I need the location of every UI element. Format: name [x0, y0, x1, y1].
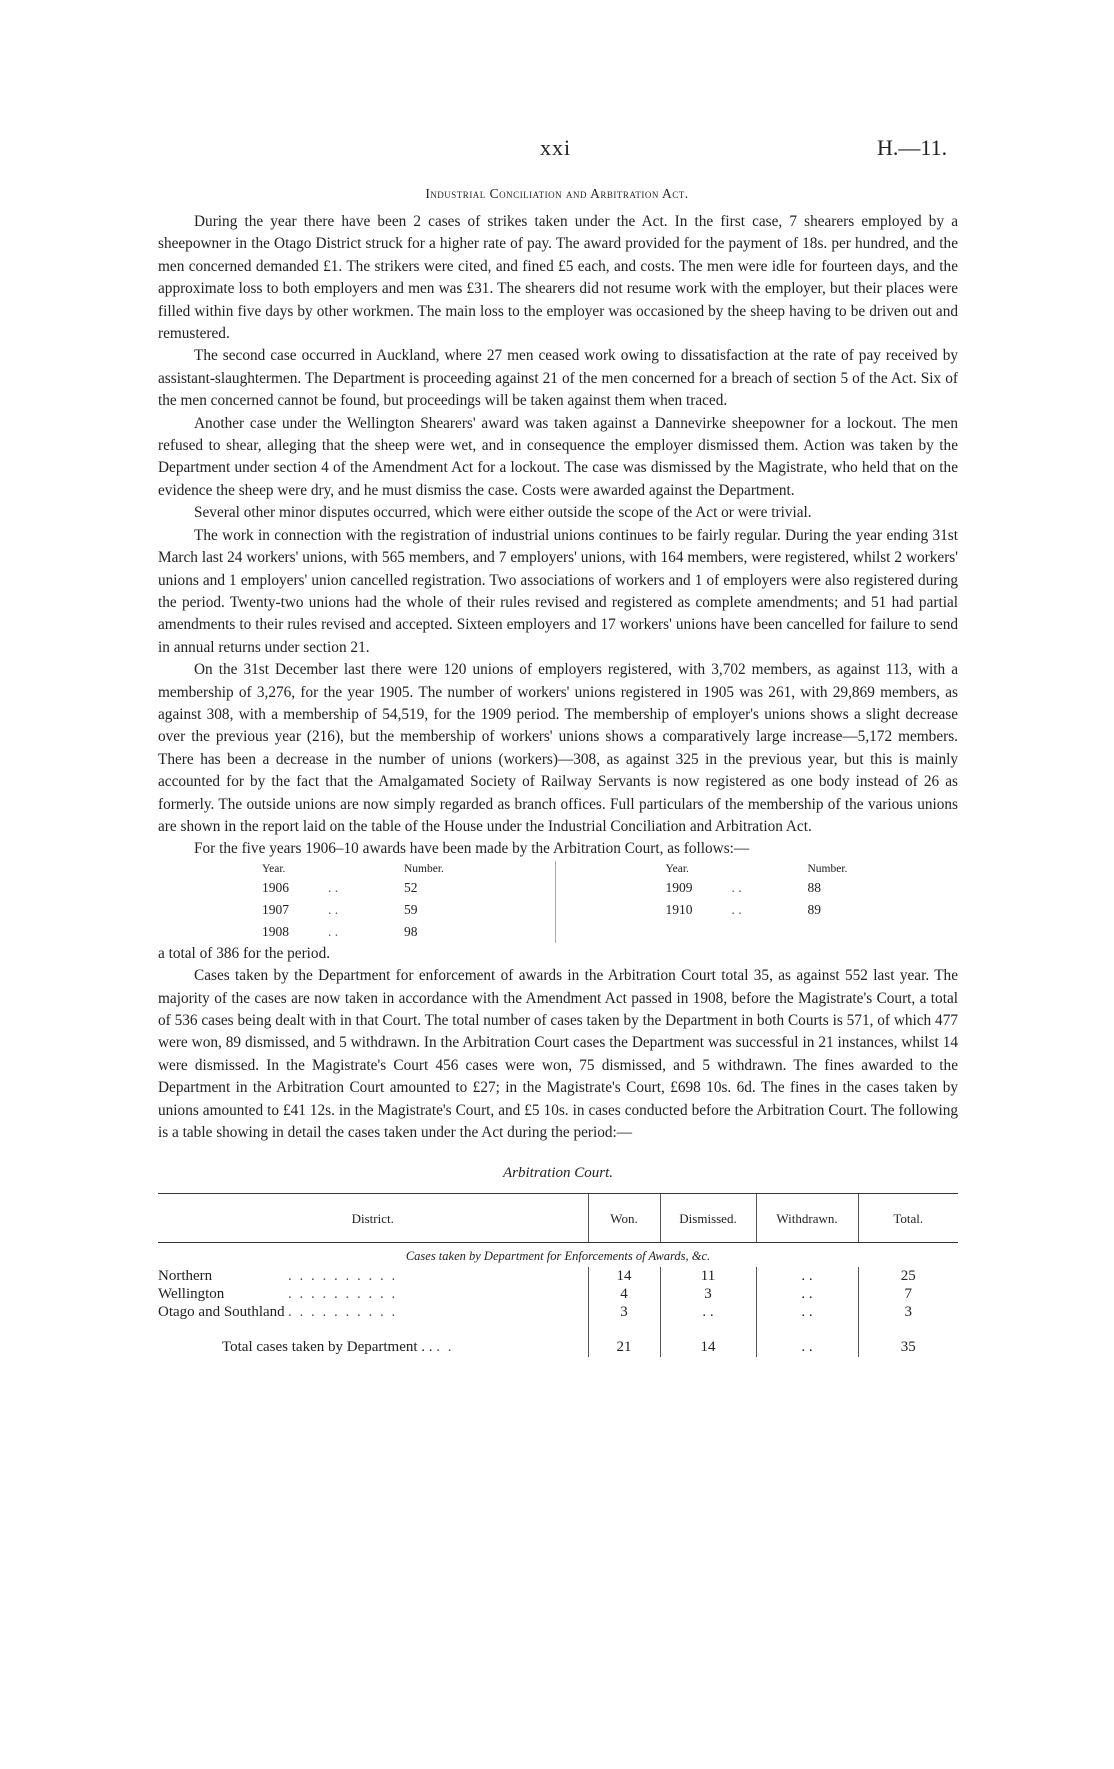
column-header-withdrawn: Withdrawn.	[756, 1193, 858, 1242]
awards-number-header: Number.	[404, 862, 444, 875]
paragraph-minor-disputes: Several other minor disputes occurred, which were either outside the scope of the Act or were trivial.	[194, 504, 812, 522]
paragraph-lockout-case: Another case under the Wellington Shearers' award was taken against a Dannevirke sheepowner for a lockout. The men refused to shear, alleging that the sheep were wet, and in consequence the employer dismissed them. Action was taken by the Department under section 4 of the Amendment Act for a lockout. The case was dismissed by the Magistrate, who held that on the evidence the sheep were dry, and he must dismiss the case. Costs were awarded against the Department.	[158, 414, 958, 499]
section-title: Industrial Conciliation and Arbitration Act.	[425, 186, 689, 201]
awards-row	[262, 877, 555, 899]
leader-dots: . . . . . . . . . .	[288, 1286, 398, 1303]
leader-dots: . .	[731, 901, 742, 917]
paragraph-strikes: During the year there have been 2 cases of strikes taken under the Act. In the first case, 7 shearers employed by a sheepowner in the Otago District struck for a higher rate of pay. The award provided for the payment of 18s. per hundred, and the men concerned demanded £1. The strikers were cited, and fined £5 each, and costs. The men were idle for fourteen days, and the approximate loss to both employers and men was £31. The shearers did not resume work with the employer, but their places were filled within five days by other workmen. The main loss to the employer was occasioned by the sheep having to be driven out and remustered.	[158, 213, 958, 343]
leader-dots: . . . . . . . . . .	[288, 1304, 398, 1321]
total-dismissed-cell: 14	[660, 1321, 756, 1357]
district-name: Northern	[158, 1268, 213, 1285]
awards-header	[666, 861, 959, 877]
table-row	[158, 1285, 958, 1303]
awards-row	[262, 899, 555, 921]
page-number: xxi	[540, 135, 572, 160]
total-won-cell: 21	[588, 1321, 660, 1357]
dismissed-cell: 3	[660, 1285, 756, 1303]
total-label-cell	[158, 1321, 588, 1357]
dismissed-cell: 11	[660, 1267, 756, 1285]
award-year: 1907	[262, 901, 289, 917]
district-cell	[158, 1267, 588, 1285]
award-year: 1909	[665, 879, 693, 895]
table-subheading-row	[158, 1243, 958, 1268]
awards-number-header: Number.	[807, 862, 848, 875]
district-name: Otago and Southland	[158, 1304, 285, 1321]
award-year: 1906	[262, 879, 289, 895]
district-name: Wellington	[158, 1286, 225, 1303]
document-body	[158, 211, 958, 1357]
awards-header	[262, 861, 555, 877]
award-number: 89	[807, 901, 821, 917]
leader-dots: . . . . . . . . . .	[288, 1268, 398, 1285]
won-cell: 3	[588, 1303, 660, 1321]
awards-row	[262, 921, 555, 943]
table-row	[158, 1267, 958, 1285]
won-cell: 4	[588, 1285, 660, 1303]
total-cell: 7	[858, 1285, 958, 1303]
column-header-total: Total.	[858, 1193, 958, 1242]
awards-total: a total of 386 for the period.	[158, 944, 331, 962]
award-year: 1910	[665, 901, 693, 917]
total-cell: 3	[858, 1303, 958, 1321]
district-cell	[158, 1303, 588, 1321]
column-header-district: District.	[158, 1193, 588, 1242]
table-total-row	[158, 1321, 958, 1357]
leader-dots: . .	[328, 901, 339, 917]
paragraph-cases: Cases taken by the Department for enforcement of awards in the Arbitration Court total 35, as against 552 last year. The majority of the cases are now taken in accordance with the Amendment Act passed in 1908, before the Magistrate's Court, a total of 536 cases being dealt with in that Court. The total number of cases taken by the Department in both Courts is 571, of which 477 were won, 89 dismissed, and 5 withdrawn. In the Arbitration Court cases the Department was successful in 21 instances, whilst 14 were dismissed. In the Magistrate's Court 456 cases were won, 75 dismissed, and 5 withdrawn. The fines awarded to the Department in the Arbitration Court amounted to £27; in the Magistrate's Court, £698 10s. 6d. The fines in the cases taken by unions amounted to £41 12s. in the Magistrate's Court, and £5 10s. in cases conducted before the Arbitration Court. The following is a table showing in detail the cases taken under the Act during the period:—	[158, 967, 958, 1142]
paragraph-membership: On the 31st December last there were 120 unions of employers registered, with 3,702 members, as against 113, with a membership of 3,276, for the year 1905. The number of workers' unions registered in 1905 was 261, with 29,869 members, as against 308, with a membership of 54,519, for the 1909 period. The membership of employer's unions shows a slight decrease over the previous year (216), but the membership of workers' unions shows a comparatively large increase—5,172 members. There has been a decrease in the number of unions (workers)—308, as against 325 in the previous year, but this is mainly accounted for by the fact that the Amalgamated Society of Railway Servants is now registered as one body instead of 26 as formerly. The outside unions are now simply regarded as branch offices. Full particulars of the membership of the various unions are shown in the report laid on the table of the House under the Industrial Conciliation and Arbitration Act.	[158, 661, 958, 835]
award-number: 98	[404, 923, 418, 939]
awards-year-header: Year.	[262, 862, 286, 875]
document-reference: H.—11.	[877, 135, 948, 160]
leader-dots: . .	[328, 879, 339, 895]
award-number: 59	[404, 901, 418, 917]
column-header-won: Won.	[588, 1193, 660, 1242]
table-caption: Arbitration Court.	[502, 1165, 614, 1182]
table-header-row	[158, 1193, 958, 1242]
table-subheading: Cases taken by Department for Enforcements of Awards, &c.	[405, 1249, 711, 1264]
paragraph-awards-intro: For the five years 1906–10 awards have been made by the Arbitration Court, as follows:—	[194, 840, 750, 858]
paragraph-auckland-case: The second case occurred in Auckland, where 27 men ceased work owing to dissatisfaction at the rate of pay received by assistant-slaughtermen. The Department is proceeding against 21 of the men concerned for a breach of section 5 of the Act. Six of the men concerned cannot be found, but proceedings will be taken against them when traced.	[158, 347, 958, 410]
withdrawn-cell: . .	[756, 1285, 858, 1303]
dismissed-cell: . .	[660, 1303, 756, 1321]
withdrawn-cell: . .	[756, 1267, 858, 1285]
awards-column-left	[158, 861, 555, 943]
won-cell: 14	[588, 1267, 660, 1285]
paragraph-registration: The work in connection with the registration of industrial unions continues to be fairly regular. During the year ending 31st March last 24 workers' unions, with 565 members, and 7 employers' unions, with 164 members, were registered, whilst 2 workers' unions and 1 employers' union cancelled registration. Two associations of workers and 1 of employers were also registered during the period. Twenty-two unions had the whole of their rules revised and registered as complete amendments; and 51 had partial amendments to their rules revised and accepted. Sixteen employers and 17 workers' unions have been cancelled for failure to send in annual returns under section 21.	[158, 526, 958, 656]
awards-row	[666, 899, 959, 921]
awards-table	[158, 861, 958, 943]
award-year: 1908	[262, 923, 289, 939]
awards-column-right	[555, 861, 959, 943]
withdrawn-cell: . .	[756, 1303, 858, 1321]
total-cell: 25	[858, 1267, 958, 1285]
district-cell	[158, 1285, 588, 1303]
leader-dots: . .	[731, 879, 742, 895]
arbitration-court-table	[158, 1193, 958, 1357]
total-label: Total cases taken by Department . .	[222, 1339, 433, 1356]
table-row	[158, 1303, 958, 1321]
awards-row	[666, 877, 959, 899]
column-header-dismissed: Dismissed.	[660, 1193, 756, 1242]
total-withdrawn-cell: . .	[756, 1321, 858, 1357]
leader-dots: . .	[328, 923, 339, 939]
total-total-cell: 35	[858, 1321, 958, 1357]
award-number: 52	[404, 879, 418, 895]
award-number: 88	[807, 879, 821, 895]
leader-dots: . .	[436, 1339, 454, 1356]
awards-year-header: Year.	[665, 862, 689, 875]
